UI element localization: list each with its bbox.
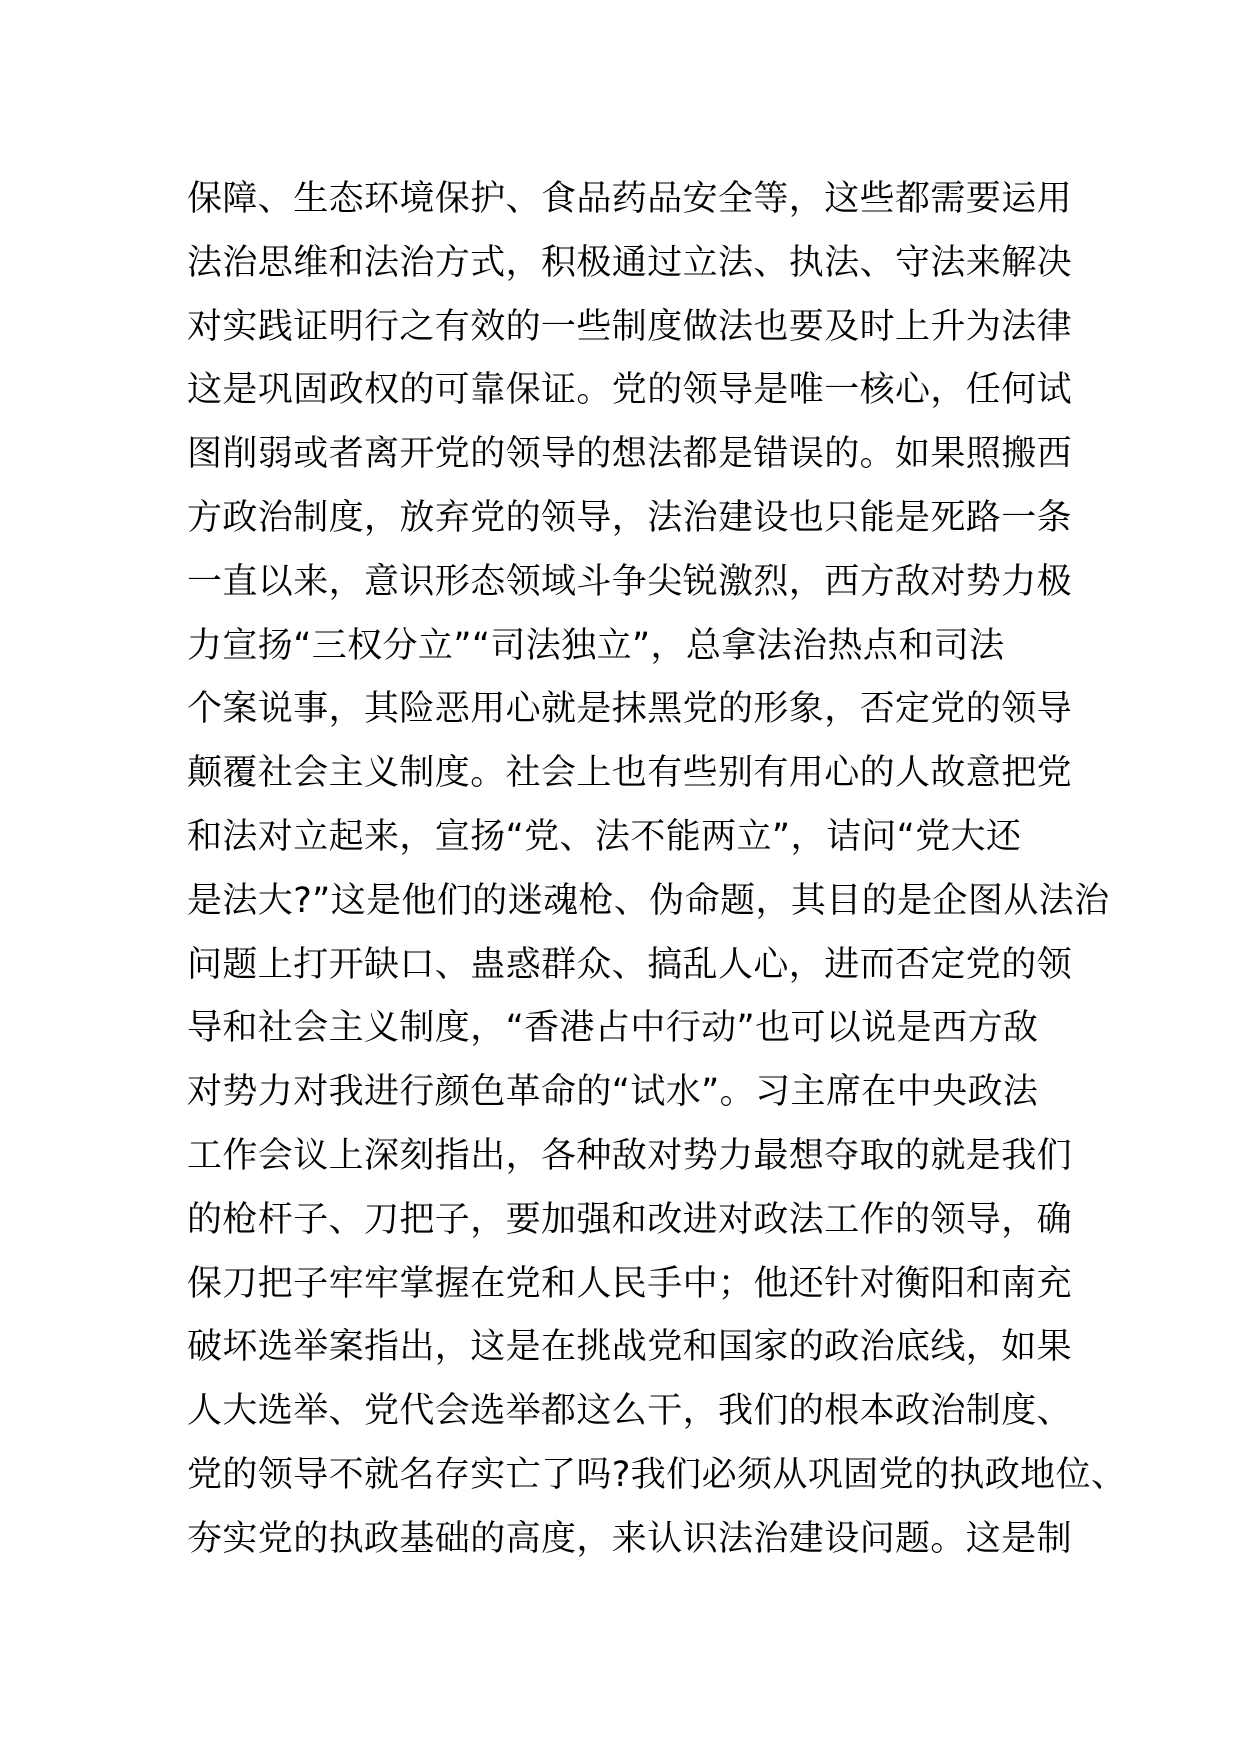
text-line: 个案说事，其险恶用心就是抹黑党的形象，否定党的领导 xyxy=(187,689,1073,730)
text-line: 导和社会主义制度，“香港占中行动”也可以说是西方敌 xyxy=(187,1008,1039,1049)
text-line: 是法大?”这是他们的迷魂枪、伪命题，其目的是企图从法治 xyxy=(187,880,1110,921)
text-line: 的枪杆子、刀把子，要加强和改进对政法工作的领导，确 xyxy=(187,1199,1073,1240)
text-line: 和法对立起来，宣扬“党、法不能两立”，诘问“党大还 xyxy=(187,816,1022,857)
text-line: 方政治制度，放弃党的领导，法治建设也只能是死路一条 xyxy=(187,497,1073,538)
text-line: 人大选举、党代会选举都这么干，我们的根本政治制度、 xyxy=(187,1391,1073,1432)
text-line: 对势力对我进行颜色革命的“试水”。习主席在中央政法 xyxy=(187,1072,1039,1113)
text-line: 破坏选举案指出，这是在挑战党和国家的政治底线，如果 xyxy=(187,1327,1073,1368)
text-line: 问题上打开缺口、蛊惑群众、搞乱人心，进而否定党的领 xyxy=(187,944,1073,985)
text-line: 图削弱或者离开党的领导的想法都是错误的。如果照搬西 xyxy=(187,434,1073,475)
text-line: 颠覆社会主义制度。社会上也有些别有用心的人故意把党 xyxy=(187,753,1073,794)
text-line: 夯实党的执政基础的高度，来认识法治建设问题。这是制 xyxy=(187,1518,1073,1559)
text-line: 力宣扬“三权分立”“司法独立”，总拿法治热点和司法 xyxy=(187,625,1005,666)
text-line: 工作会议上深刻指出，各种敌对势力最想夺取的就是我们 xyxy=(187,1135,1073,1176)
text-line: 保障、生态环境保护、食品药品安全等，这些都需要运用 xyxy=(187,179,1073,219)
body-text xyxy=(187,168,1127,1572)
text-line: 对实践证明行之有效的一些制度做法也要及时上升为法律 xyxy=(187,306,1073,347)
text-line: 党的领导不就名存实亡了吗?我们必须从巩固党的执政地位、 xyxy=(187,1454,1127,1495)
text-line: 保刀把子牢牢掌握在党和人民手中；他还针对衡阳和南充 xyxy=(187,1263,1073,1304)
text-line: 法治思维和法治方式，积极通过立法、执法、守法来解决 xyxy=(187,242,1073,283)
text-line: 这是巩固政权的可靠保证。党的领导是唯一核心，任何试 xyxy=(187,370,1073,411)
text-line: 一直以来，意识形态领域斗争尖锐激烈，西方敌对势力极 xyxy=(187,561,1073,602)
